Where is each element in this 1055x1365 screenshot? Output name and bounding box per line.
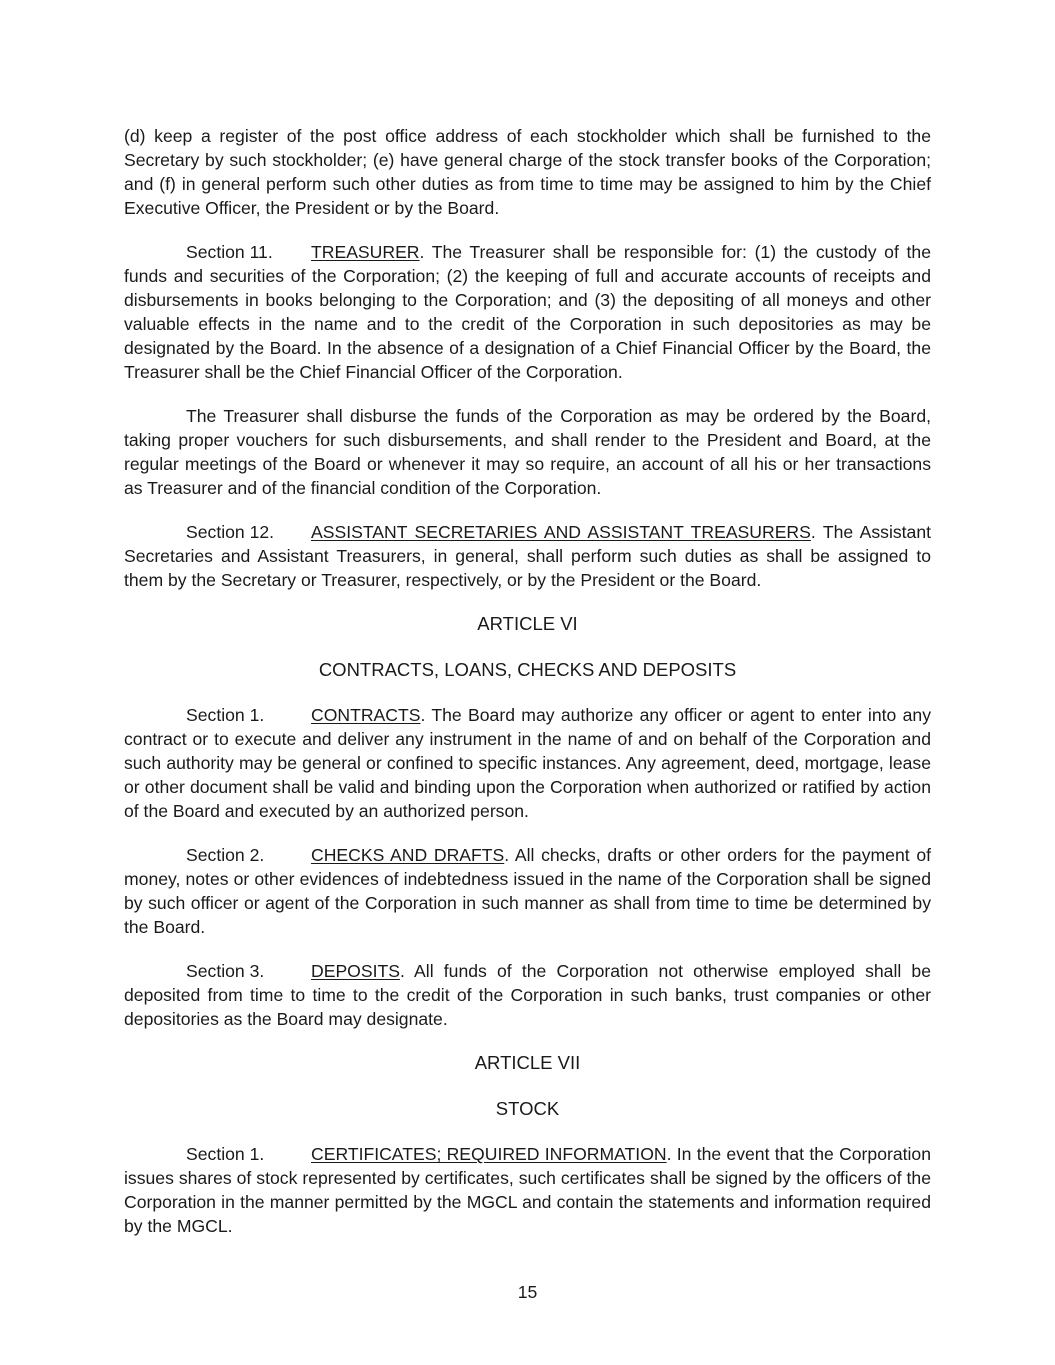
- section-label: Section 12.: [186, 522, 275, 542]
- article-vi-number: ARTICLE VI: [477, 613, 578, 634]
- section-11-treasurer: [124, 240, 931, 384]
- section-label: Section 2.: [186, 845, 265, 865]
- section-text: . The Treasurer shall be responsible for: (1) the custody of the funds and securities of the Corporation; (2) the keeping of full and accurate accounts of receipts and disbursements in books belonging to the Corporation; and (3) the depositing of all moneys and other valuable effects in the name and to the credit of the Corporation in such depositories as may be designated by the Board. In the absence of a designation of a Chief Financial Officer by the Board, the Treasurer shall be the Chief Financial Officer of the Corporation.: [124, 242, 931, 382]
- article-vi-section-2-checks: [124, 843, 931, 939]
- section-heading: DEPOSITS: [311, 961, 400, 981]
- section-heading: CONTRACTS: [311, 705, 421, 725]
- article-vii-title: STOCK: [495, 1098, 560, 1119]
- article-vii-number: ARTICLE VII: [474, 1052, 581, 1073]
- section-text: . In the event that the Corporation issues shares of stock represented by certificates, such certificates shall be signed by the officers of the Corporation in the manner permitted by the MGCL and contain the statements and information required by the MGCL.: [124, 1144, 931, 1236]
- continuation-paragraph: (d) keep a register of the post office address of each stockholder which shall be furnished to the Secretary by such stockholder; (e) have general charge of the stock transfer books of the Corporation; and (f) in general perform such other duties as from time to time may be assigned to him by the Chief Executive Officer, the President or by the Board.: [124, 126, 931, 218]
- section-label: Section 1.: [186, 705, 265, 725]
- treasurer-disburse-paragraph: The Treasurer shall disburse the funds of the Corporation as may be ordered by the Board, taking proper vouchers for such disbursements, and shall render to the President and Board, at the regular meetings of the Board or whenever it may so require, an account of all his or her transactions as Treasurer and of the financial condition of the Corporation.: [124, 406, 931, 498]
- section-label: Section 3.: [186, 961, 265, 981]
- section-heading: CHECKS AND DRAFTS: [311, 845, 505, 865]
- article-vi-section-1-contracts: [124, 703, 931, 823]
- section-text: . All funds of the Corporation not otherwise employed shall be deposited from time to time to the credit of the Corporation in such banks, trust companies or other depositories as the Board may designate.: [124, 961, 931, 1029]
- section-text: . The Board may authorize any officer or agent to enter into any contract or to execute and deliver any instrument in the name of and on behalf of the Corporation and such authority may be general or confined to specific instances. Any agreement, deed, mortgage, lease or other document shall be valid and binding upon the Corporation when authorized or ratified by action of the Board and executed by an authorized person.: [124, 705, 931, 821]
- section-label: Section 1.: [186, 1144, 265, 1164]
- article-vii-section-1-certificates: [124, 1142, 931, 1238]
- article-vi-section-3-deposits: [124, 959, 931, 1031]
- document-page: [124, 124, 931, 1258]
- page-number: 15: [517, 1282, 538, 1302]
- section-text: . The Assistant Secretaries and Assistant Treasurers, in general, shall perform such duties as shall be assigned to them by the Secretary or Treasurer, respectively, or by the President or the Board.: [124, 522, 931, 590]
- article-vi-title: CONTRACTS, LOANS, CHECKS AND DEPOSITS: [318, 659, 737, 680]
- section-heading: ASSISTANT SECRETARIES AND ASSISTANT TREASURERS: [311, 522, 811, 542]
- section-text: . All checks, drafts or other orders for the payment of money, notes or other evidences of indebtedness issued in the name of the Corporation shall be signed by such officer or agent of the Corporation in such manner as shall from time to time be determined by the Board.: [124, 845, 931, 937]
- section-heading: CERTIFICATES; REQUIRED INFORMATION: [311, 1144, 667, 1164]
- section-heading: TREASURER: [311, 242, 420, 262]
- section-12-assistants: [124, 520, 931, 592]
- section-label: Section 11.: [186, 242, 273, 262]
